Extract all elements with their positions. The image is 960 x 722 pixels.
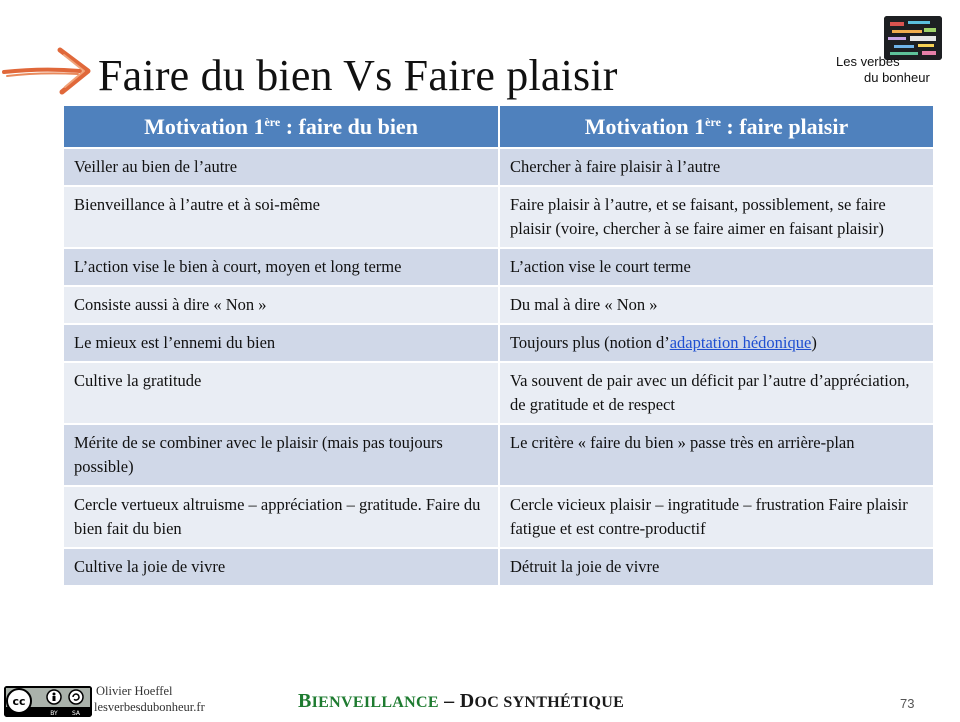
table-cell: Du mal à dire « Non » bbox=[499, 286, 933, 324]
table-cell: Faire plaisir à l’autre, et se faisant, possiblement, se faire plaisir (voire, chercher à se faire aimer en faisant plaisir) bbox=[499, 186, 933, 248]
author-name: Olivier Hoeffel bbox=[96, 684, 173, 698]
logo-line-2: du bonheur bbox=[864, 70, 930, 85]
table-row bbox=[64, 424, 933, 486]
table-cell: Bienveillance à l’autre et à soi-même bbox=[64, 186, 499, 248]
table-cell-with-link: Toujours plus (notion d’adaptation hédonique) bbox=[499, 324, 933, 362]
adaptation-hedonique-link[interactable]: adaptation hédonique bbox=[669, 333, 812, 352]
table-cell: Chercher à faire plaisir à l’autre bbox=[499, 148, 933, 186]
table-row bbox=[64, 486, 933, 548]
table-cell: Mérite de se combiner avec le plaisir (mais pas toujours possible) bbox=[64, 424, 499, 486]
table-cell: Détruit la joie de vivre bbox=[499, 548, 933, 585]
table-cell: Cercle vicieux plaisir – ingratitude – frustration Faire plaisir fatigue et est contre-productif bbox=[499, 486, 933, 548]
cc-by-sa-license-icon[interactable] bbox=[4, 686, 92, 717]
table-row bbox=[64, 362, 933, 424]
table-row bbox=[64, 248, 933, 286]
table-row bbox=[64, 324, 933, 362]
table-cell: Cercle vertueux altruisme – appréciation – gratitude. Faire du bien fait du bien bbox=[64, 486, 499, 548]
svg-text:SA: SA bbox=[71, 710, 81, 717]
table-row bbox=[64, 186, 933, 248]
table-row bbox=[64, 548, 933, 585]
table-cell: Le critère « faire du bien » passe très en arrière-plan bbox=[499, 424, 933, 486]
footer-title: BIENVEILLANCE – DOC SYNTHÉTIQUE bbox=[298, 690, 625, 712]
arrow-icon bbox=[2, 42, 94, 98]
page-number: 73 bbox=[900, 696, 915, 711]
table-row bbox=[64, 148, 933, 186]
author-site: lesverbesdubonheur.fr bbox=[94, 700, 205, 714]
table-cell: Cultive la joie de vivre bbox=[64, 548, 499, 585]
column-header-faire-plaisir: Motivation 1ère : faire plaisir bbox=[499, 106, 933, 148]
table-header-row bbox=[64, 106, 933, 148]
table-cell: Veiller au bien de l’autre bbox=[64, 148, 499, 186]
table-cell: L’action vise le bien à court, moyen et long terme bbox=[64, 248, 499, 286]
table-cell: Cultive la gratitude bbox=[64, 362, 499, 424]
comparison-table bbox=[64, 106, 933, 585]
column-header-faire-du-bien: Motivation 1ère : faire du bien bbox=[64, 106, 499, 148]
svg-text:cc: cc bbox=[12, 695, 26, 708]
logo-text bbox=[836, 54, 946, 86]
table-row bbox=[64, 286, 933, 324]
logo-line-1: Les verbes bbox=[836, 54, 900, 69]
table-cell: L’action vise le court terme bbox=[499, 248, 933, 286]
svg-text:BY: BY bbox=[50, 710, 58, 717]
table-cell: Consiste aussi à dire « Non » bbox=[64, 286, 499, 324]
table-cell: Va souvent de pair avec un déficit par l’autre d’appréciation, de gratitude et de respect bbox=[499, 362, 933, 424]
slide-title: Faire du bien Vs Faire plaisir bbox=[98, 51, 618, 100]
author-credit bbox=[94, 683, 205, 715]
table-cell: Le mieux est l’ennemi du bien bbox=[64, 324, 499, 362]
